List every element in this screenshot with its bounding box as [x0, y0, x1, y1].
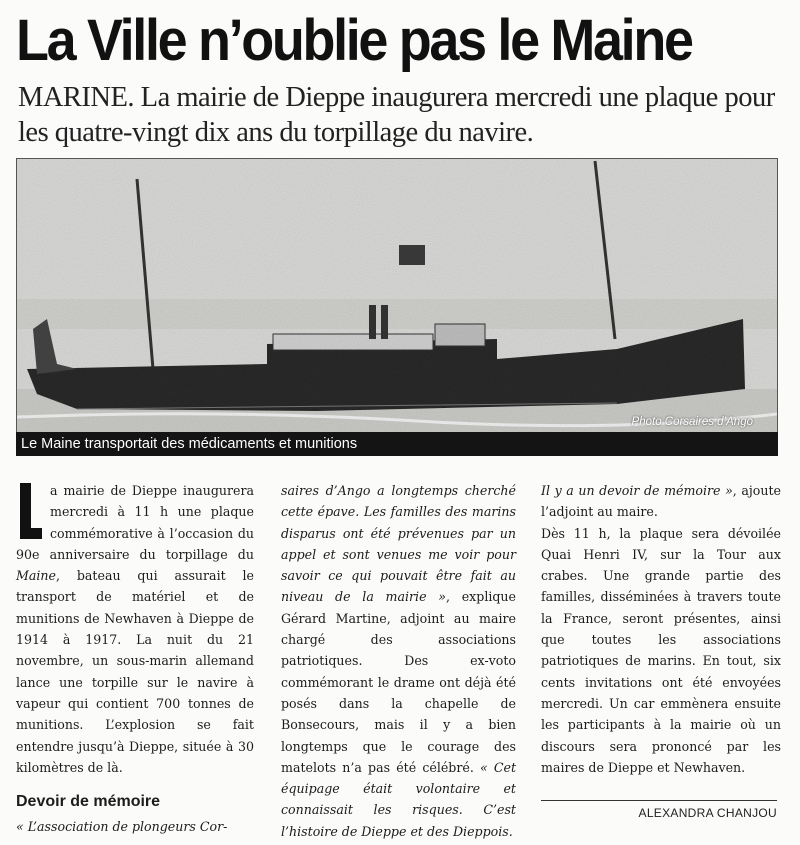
deck: [18, 80, 788, 150]
paragraph-intro-text-a: a mairie de Dieppe inaugurera mercredi à 11 h une plaque commémorative à l’occasion du 90e anniversaire du torpillage du: [16, 483, 254, 562]
photo-credit: Photo Corsaires d’Ango: [631, 416, 753, 428]
paragraph-intro-text-b: , bateau qui assurait le transport de matériel et de munitions de Newhaven à Dieppe de 1914 à 1917. La nuit du 21 novembre, un sous-marin allemand lance une torpille sur le navire à vapeur qui contient 700 tonnes de munitions. L’explosion se fait entendre jusqu’à Dieppe, située à 30 kilomètres de là.: [16, 568, 254, 775]
deck-kicker: MARINE.: [18, 82, 135, 113]
article-column-2: [281, 480, 516, 842]
paragraph-quote-end: Il y a un devoir de mémoire », ajoute l’adjoint au maire.: [541, 483, 781, 520]
ship-photo: [16, 158, 778, 433]
dropcap: [16, 483, 40, 539]
subhead: Devoir de mémoire: [16, 793, 161, 811]
article-column-3: [541, 480, 781, 778]
byline-rule: [541, 800, 777, 801]
dropcap-letter: [16, 483, 17, 484]
paragraph-quote: saires d’Ango a longtemps cherché cette épave. Les familles des marins disparus ont été prévenues par un appel et sont venues me voir pour savoir ce qui pouvait être fait au niveau de la mairie », explique Gérard Martine, adjoint au maire chargé des associations patriotiques. Des ex-voto commémorant le drame ont déjà été posés dans la chapelle de Bonsecours, mais il y a bien longtemps que le courage des matelots n’a pas été célébré. « Cet équipage était volontaire et connaissait les risques. C’est l’histoire de Dieppe et des Dieppois.: [281, 483, 517, 839]
article-column-1: [16, 480, 254, 837]
headline: La Ville n’oublie pas le Maine: [16, 8, 692, 73]
photo-caption: Le Maine transportait des médicaments et munitions: [16, 432, 778, 456]
quote-start: « L’association de plongeurs Cor-: [16, 819, 228, 835]
deck-text: La mairie de Dieppe inaugurera mercredi une plaque pour les quatre-vingt dix ans du torpillage du navire.: [18, 82, 775, 148]
byline: ALEXANDRA CHANJOU: [638, 806, 777, 820]
paragraph-ceremony: Dès 11 h, la plaque sera dévoilée Quai Henri IV, sur la Tour aux crabes. Une grande partie des familles, disséminées à travers toute la France, seront présentes, ainsi que toutes les associations patriotiques de marins. En tout, six cents invitations ont été envoyées mercredi. Un car emmènera ensuite les participants à la mairie où un discours sera prononcé par les maires de Dieppe et Newhaven.: [541, 525, 781, 775]
ship-photo-icon: [17, 159, 777, 432]
ship-name: Maine: [16, 568, 56, 584]
paragraph-intro: [16, 480, 254, 778]
